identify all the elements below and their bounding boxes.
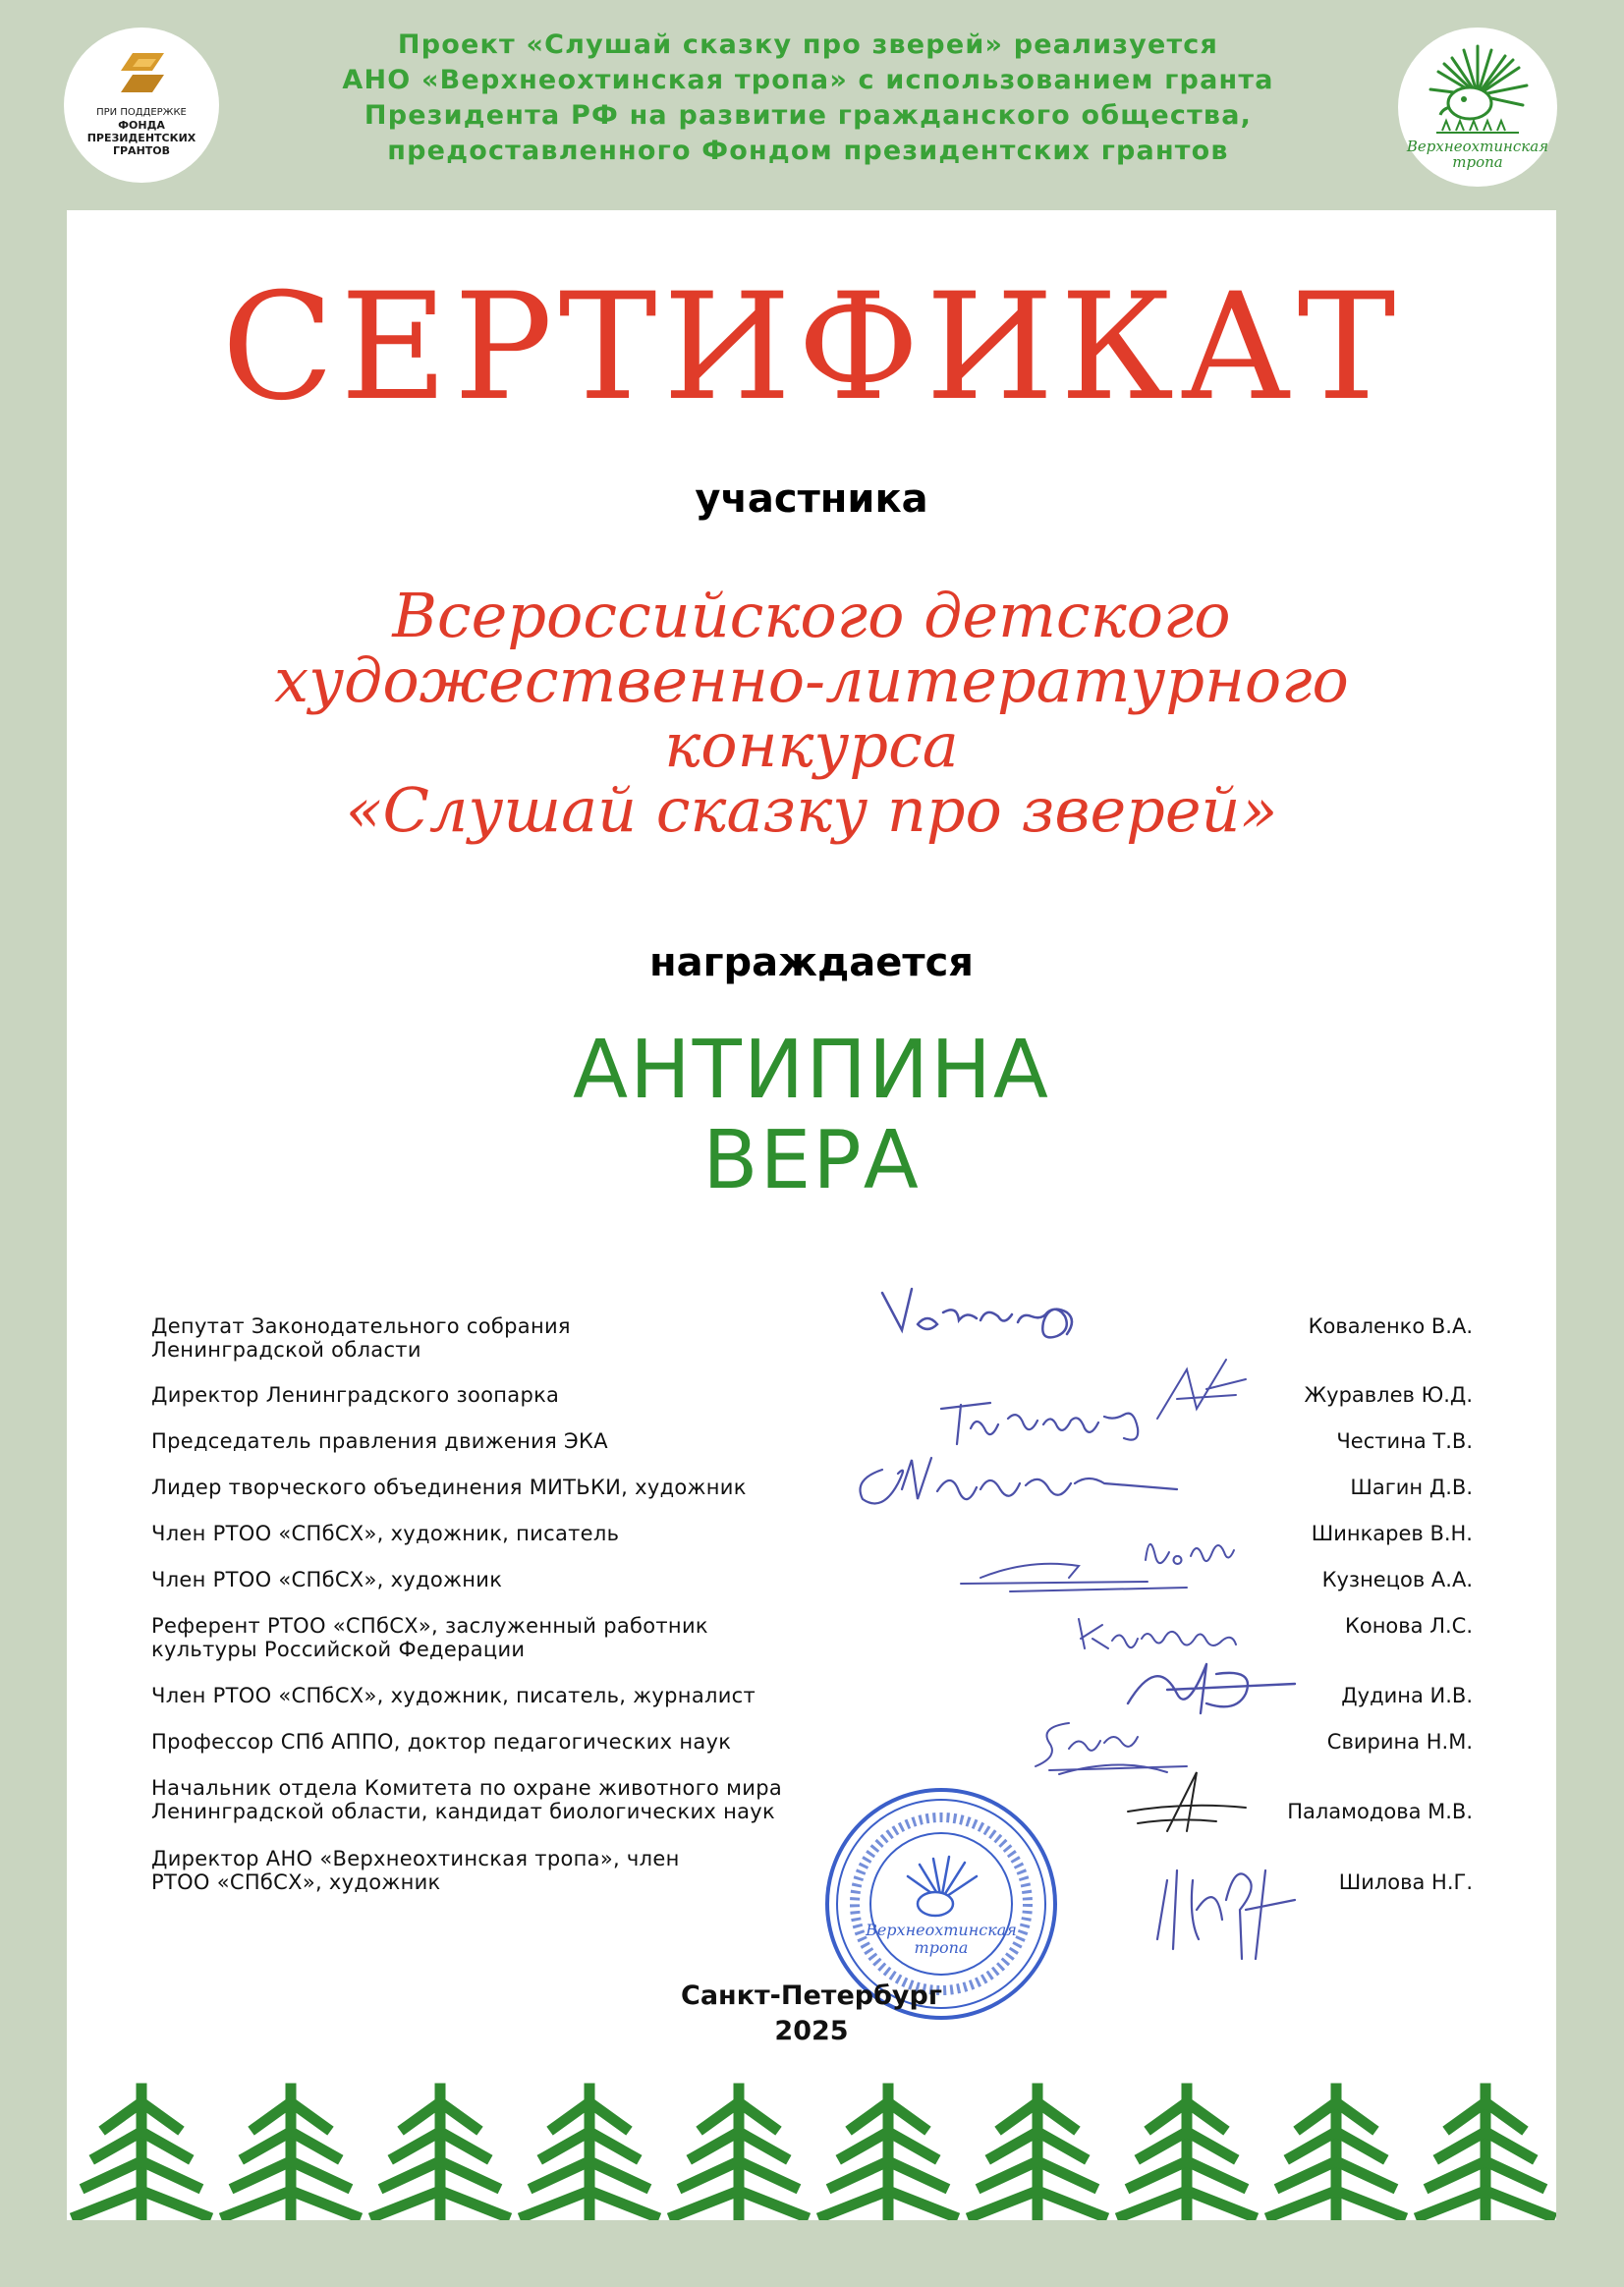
pfg-caption-line: ПРЕЗИДЕНТСКИХ: [86, 132, 196, 144]
stamp-center-text: тропа: [914, 1938, 969, 1957]
signatory-position: Член РТОО «СПбСХ», художник: [151, 1568, 503, 1591]
vt-caption-line: Верхнеохтинская: [1406, 138, 1549, 155]
verkhneokhtinskaya-tropa-logo: [1398, 28, 1557, 187]
signatory-name: Дудина И.В.: [1341, 1684, 1473, 1707]
signatory-row: [151, 1730, 1473, 1777]
signatory-name: Кузнецов А.А.: [1321, 1568, 1473, 1591]
pfg-caption-line: ПРИ ПОДДЕРЖКЕ: [96, 107, 187, 118]
signature-kovalenko: [872, 1281, 1265, 1360]
signatory-row: [151, 1568, 1473, 1615]
recipient-name: [67, 1026, 1556, 1206]
place-and-year: [67, 1979, 1556, 2049]
header-line: предоставленного Фондом президентских грантов: [387, 136, 1229, 166]
signatory-name: Честина Т.В.: [1336, 1429, 1473, 1453]
signatory-name: Шилова Н.Г.: [1338, 1870, 1473, 1894]
awarded-label: награждается: [649, 940, 974, 985]
signatory-position: Профессор СПб АППО, доктор педагогических наук: [151, 1730, 732, 1754]
competition-name: [67, 580, 1556, 846]
pfg-caption-line: ГРАНТОВ: [112, 144, 171, 157]
signatory-row: [151, 1314, 1473, 1364]
hedgehog-icon: [1423, 44, 1533, 139]
signatory-position: Председатель правления движения ЭКА: [151, 1429, 608, 1453]
signatory-name: Конова Л.С.: [1344, 1614, 1473, 1638]
signatory-position: Директор АНО «Верхнеохтинская тропа», член РТОО «СПбСХ», художник: [151, 1847, 680, 1894]
signature-chestina: [931, 1389, 1167, 1458]
signatory-position: Референт РТОО «СПбСХ», заслуженный работник культуры Российской Федерации: [151, 1614, 708, 1661]
header-line: АНО «Верхнеохтинская тропа» с использованием гранта: [342, 65, 1274, 95]
vt-caption-line: тропа: [1452, 153, 1503, 171]
signatory-position: Член РТОО «СПбСХ», художник, писатель: [151, 1522, 620, 1545]
signature-shilova: [1148, 1841, 1315, 1969]
signatory-row: [151, 1383, 1473, 1430]
signatory-position: Лидер творческого объединения МИТЬКИ, художник: [151, 1476, 747, 1499]
project-grant-statement: [246, 28, 1371, 169]
certificate-body: [67, 210, 1556, 2220]
signatory-name: Свирина Н.М.: [1326, 1730, 1473, 1754]
recipient-first-name: ВЕРА: [702, 1114, 921, 1207]
pfg-emblem-icon: [119, 53, 164, 96]
signatory-row: [151, 1776, 1473, 1825]
signatory-position: Депутат Законодательного собрания Ленинградской области: [151, 1314, 571, 1362]
signature-palamodova: [1108, 1762, 1256, 1841]
certificate-subtitle: участника: [695, 476, 928, 522]
signature-konova: [1069, 1609, 1265, 1658]
signatory-position: Директор Ленинградского зоопарка: [151, 1383, 560, 1407]
signature-shagin: [843, 1450, 1197, 1519]
signature-kuznetsov: [951, 1548, 1206, 1597]
signatory-position: Член РТОО «СПбСХ», художник, писатель, журналист: [151, 1684, 756, 1707]
recipient-surname: АНТИПИНА: [573, 1024, 1050, 1117]
stamp-center-text: Верхнеохтинская: [866, 1921, 1017, 1939]
signatory-position: Начальник отдела Комитета по охране животного мира Ленинградской области, кандидат биологических наук: [151, 1776, 783, 1823]
header-line: Президента РФ на развитие гражданского общества,: [364, 100, 1253, 131]
competition-line: Всероссийского детского: [392, 580, 1231, 651]
presidential-grants-fund-logo: [64, 28, 219, 183]
signatory-name: Шинкарев В.Н.: [1311, 1522, 1473, 1545]
pfg-caption-line: ФОНДА: [118, 119, 165, 132]
signatory-name: Паламодова М.В.: [1287, 1800, 1473, 1823]
signatory-name: Коваленко В.А.: [1308, 1314, 1473, 1338]
signatory-row: [151, 1522, 1473, 1569]
fir-trees-border-icon: [67, 2083, 1556, 2220]
signatory-name: Журавлев Ю.Д.: [1304, 1383, 1473, 1407]
certificate-title: СЕРТИФИКАТ: [221, 262, 1402, 433]
place-label: Санкт-Петербург: [681, 1980, 942, 2011]
competition-line: художественно-литературного: [274, 644, 1349, 716]
header-line: Проект «Слушай сказку про зверей» реализуется: [397, 29, 1219, 60]
signatory-row: [151, 1476, 1473, 1523]
competition-line: конкурса: [664, 709, 959, 781]
signatory-row: [151, 1429, 1473, 1477]
signatory-name: Шагин Д.В.: [1350, 1476, 1473, 1499]
competition-line: «Слушай сказку про зверей»: [345, 774, 1278, 846]
year-label: 2025: [774, 2016, 849, 2046]
